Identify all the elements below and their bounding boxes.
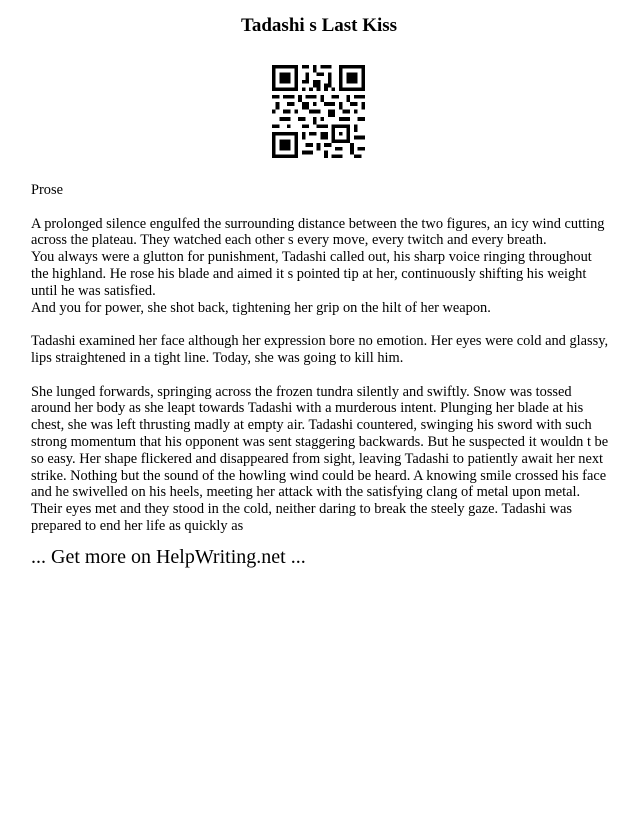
paragraph-4: Tadashi examined her face although her expression bore no emotion. Her eyes were cold and glassy, lips straightened in a tight line. Today, she was going to kill him. bbox=[31, 333, 609, 366]
qr-code-icon bbox=[272, 65, 365, 158]
paragraph-1: A prolonged silence engulfed the surrounding distance between the two figures, an icy wind cutting across the plateau. They watched each other s every move, every twitch and every breath. bbox=[31, 215, 605, 249]
get-more-link[interactable]: ... Get more on HelpWriting.net ... bbox=[31, 546, 306, 568]
paragraph-2: You always were a glutton for punishment, Tadashi called out, his sharp voice ringing throughout the highland. He rose his blade and aimed it s pointed tip at her, continuously shifting his weight until he was satisfied. bbox=[31, 249, 592, 299]
paragraph-3: And you for power, she shot back, tightening her grip on the hilt of her weapon. bbox=[31, 299, 491, 316]
paragraph-5: She lunged forwards, springing across the frozen tundra silently and swiftly. Snow was tossed around her body as she leapt towards Tadashi with a murderous intent. Plunging her blade at his chest, she was left thrusting madly at empty air. Tadashi countered, swinging his sword with such strong momentum that his opponent was sent staggering backwards. But he suspected it wouldn t be so easy. Her shape flickered and disappeared from sight, leaving Tadashi to patiently await her next strike. Nothing but the sound of the howling wind could be heard. A knowing smile crossed his face and he swivelled on his heels, meeting her attack with the satisfying clang of metal upon metal. Their eyes met and they stood in the cold, neither daring to break the steely gaze. Tadashi was prepared to end her life as quickly as bbox=[31, 383, 609, 534]
document-title: Tadashi s Last Kiss bbox=[240, 15, 398, 36]
document-body bbox=[31, 182, 611, 535]
genre-label: Prose bbox=[31, 182, 63, 198]
